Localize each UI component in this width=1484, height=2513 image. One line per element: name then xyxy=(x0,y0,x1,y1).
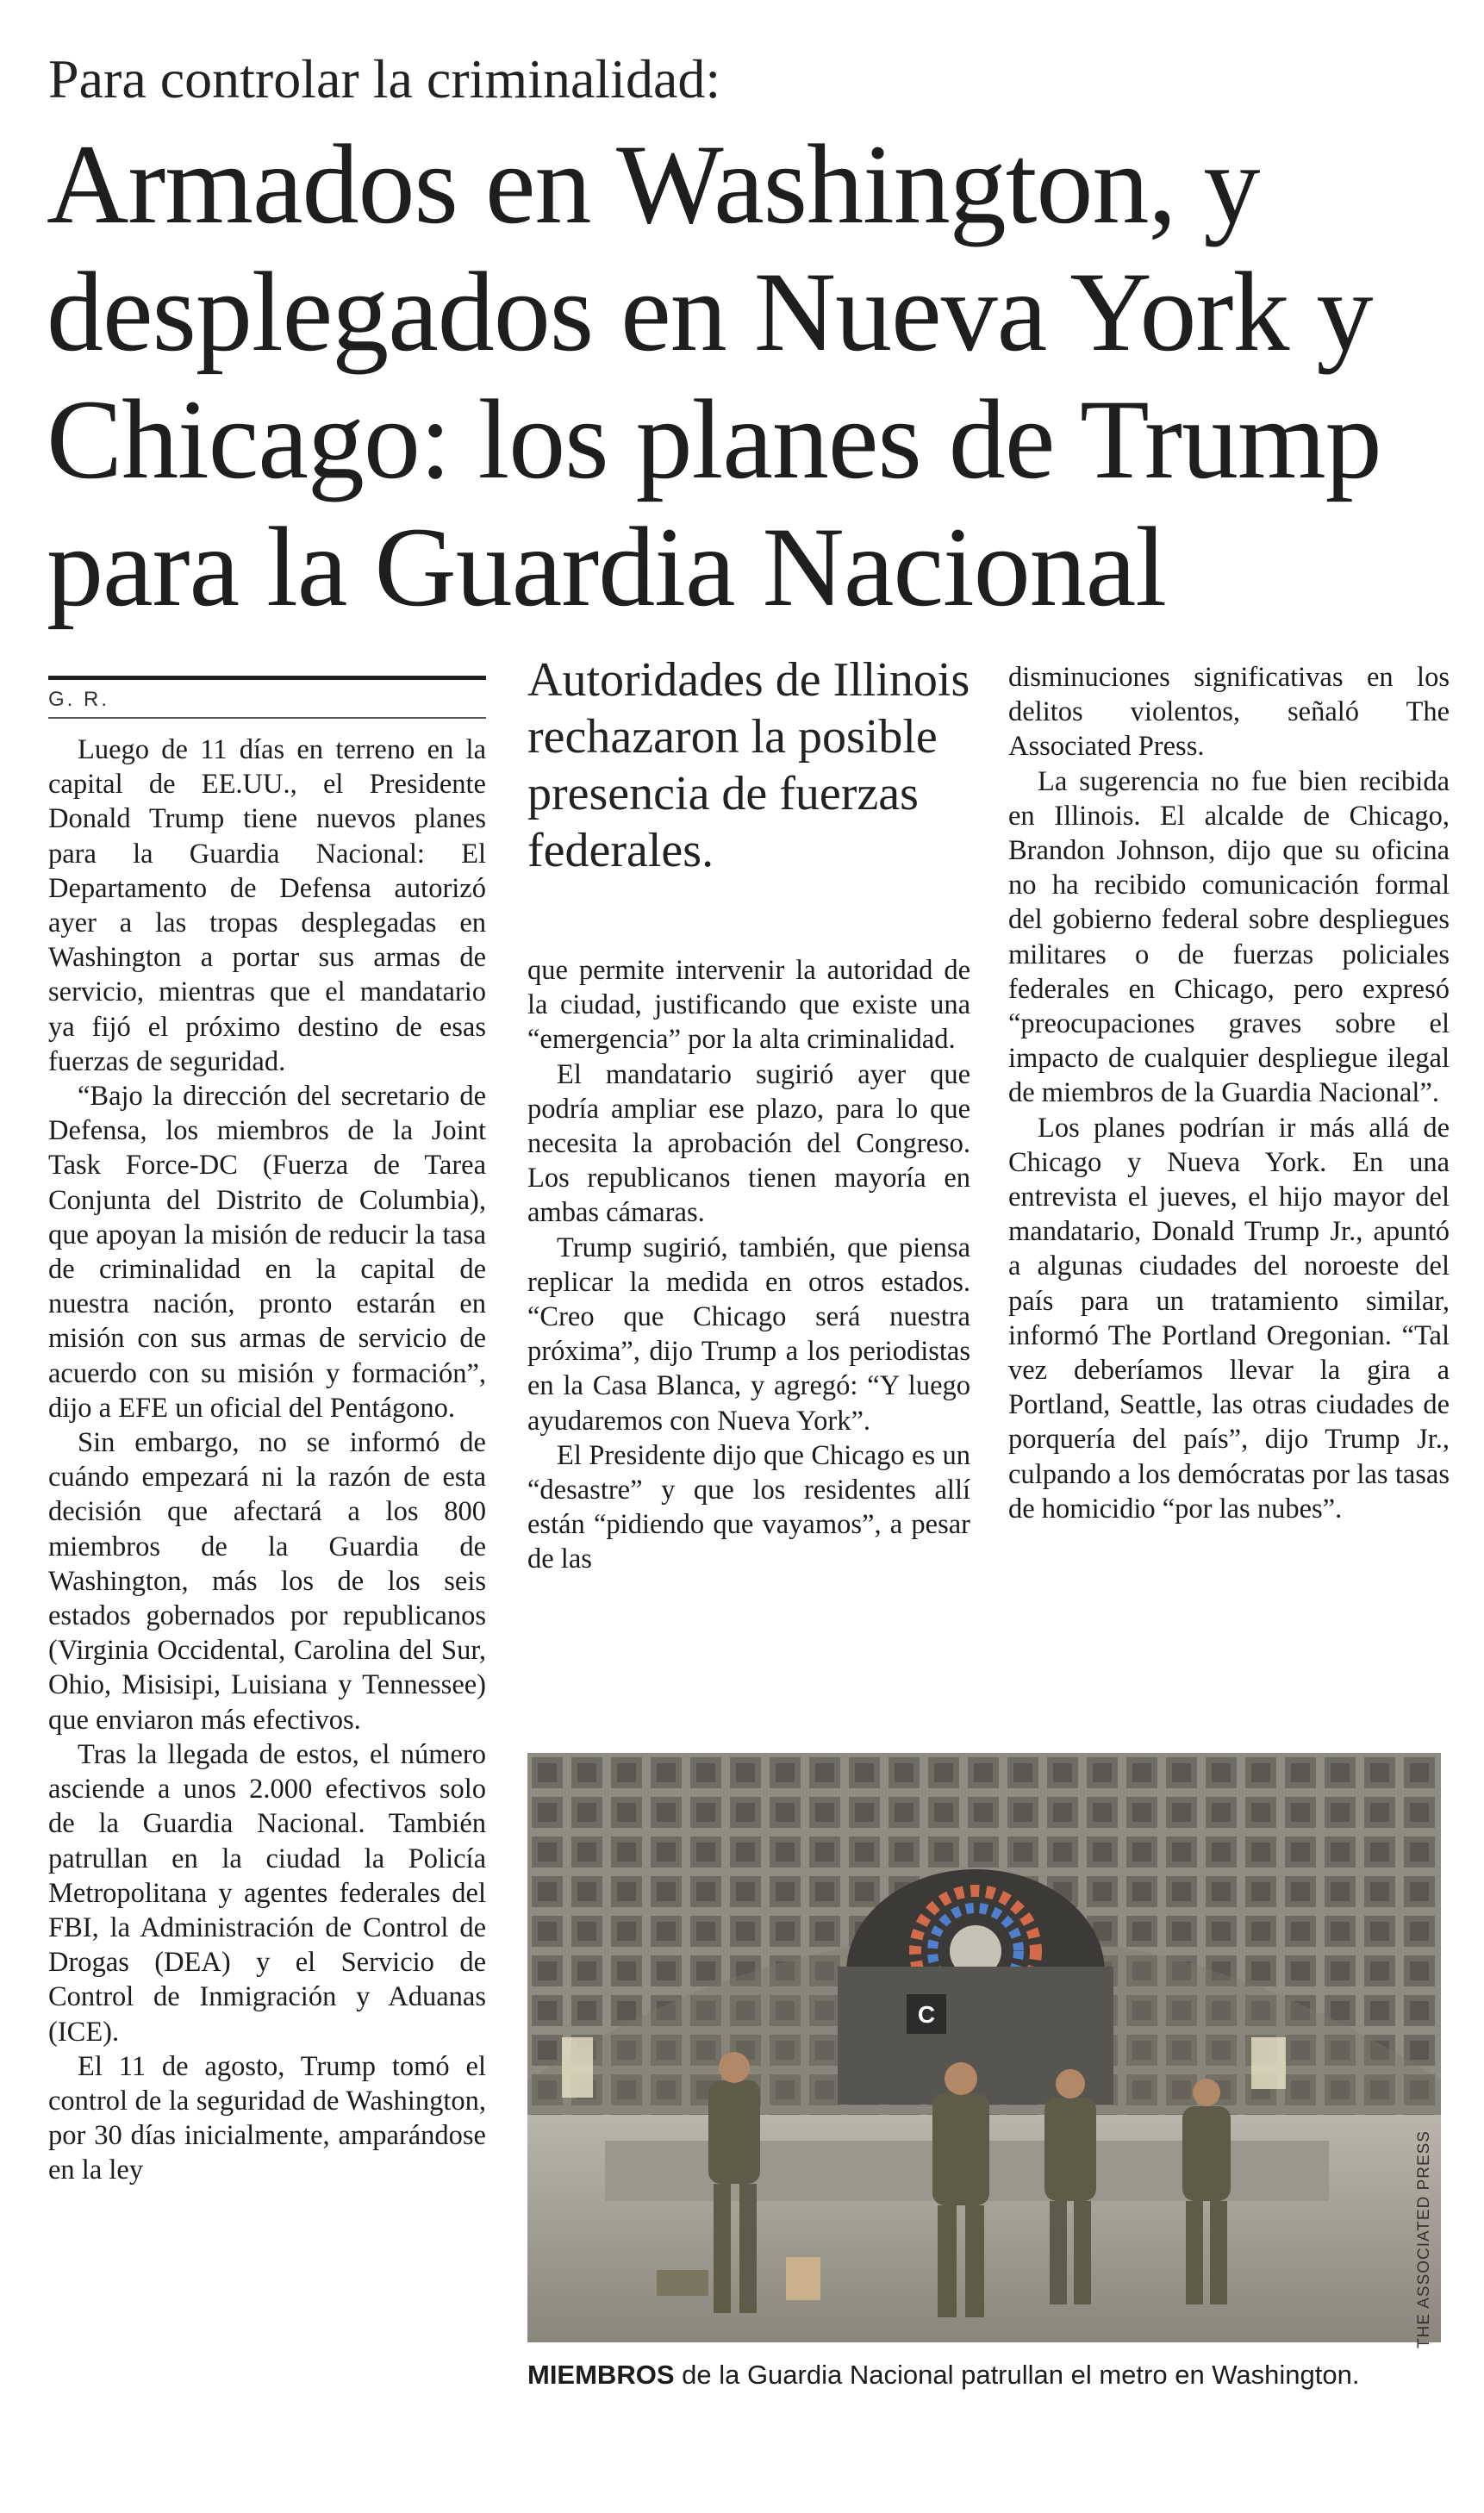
byline: G. R. xyxy=(48,688,110,711)
byline-divider xyxy=(48,717,486,719)
pull-quote: Autoridades de Illinois rechazaron la posible presencia de fuerzas federales. xyxy=(527,653,970,877)
paragraph: que permite intervenir la autoridad de la ciudad, justificando que existe una “emergencia” por la alta criminalidad. xyxy=(527,955,970,1056)
paragraph: El 11 de agosto, Trump tomó el control de la seguridad de Washington, por 30 días inicialmente, amparándose en la ley xyxy=(48,2050,486,2186)
article-column-3 xyxy=(1008,660,1450,1526)
paragraph: La sugerencia no fue bien recibida en Illinois. El alcalde de Chicago, Brandon Johnson, dijo que su oficina no ha recibido comunicación formal del gobierno federal sobre despliegues militares o de fuerzas policiales federales en Chicago, pero expresó “preocupaciones graves sobre el impacto de cualquier despliegue ilegal de miembros de la Guardia Nacional”. xyxy=(1008,765,1450,1109)
metro-station-illustration xyxy=(527,1753,1441,2342)
paragraph: Trump sugirió, también, que piensa replicar la medida en otros estados. “Creo que Chicago será nuestra próxima”, dijo Trump a los periodistas en la Casa Blanca, y agregó: “Y luego ayudaremos con Nueva York”. xyxy=(527,1232,970,1437)
byline-rule xyxy=(48,676,486,680)
caption-lead: MIEMBROS xyxy=(527,2360,675,2390)
news-photo xyxy=(527,1753,1441,2342)
paragraph: El mandatario sugirió ayer que podría ampliar ese plazo, para lo que necesita la aprobación del Congreso. Los republicanos tienen mayoría en ambas cámaras. xyxy=(527,1058,970,1229)
article-column-2 xyxy=(527,953,970,1577)
photo-caption xyxy=(527,2360,1450,2391)
paragraph: El Presidente dijo que Chicago es un “desastre” y que los residentes allí están “pidiendo que vayamos”, a pesar de las xyxy=(527,1439,970,1575)
kicker: Para controlar la criminalidad: xyxy=(48,48,721,109)
paragraph: Los planes podrían ir más allá de Chicago y Nueva York. En una entrevista el jueves, el hijo mayor del mandatario, Donald Trump Jr., apuntó a algunas ciudades del noroeste del país para un tratamiento similar, informó The Portland Oregonian. “Tal vez deberíamos llevar la gira a Portland, Seattle, las otras ciudades de porquería del país”, dijo Trump Jr., culpando a los demócratas por las tasas de homicidio “por las nubes”. xyxy=(1008,1112,1450,1525)
paragraph: Tras la llegada de estos, el número asciende a unos 2.000 efectivos solo de la Guardia Nacional. También patrullan en la ciudad la Policía Metropolitana y agentes federales del FBI, la Administración de Control de Drogas (DEA) y el Servicio de Control de Inmigración y Aduanas (ICE). xyxy=(48,1738,486,2048)
photo-credit: THE ASSOCIATED PRESS xyxy=(1415,2130,1433,2348)
paragraph: “Bajo la dirección del secretario de Defensa, los miembros de la Joint Task Force-DC (Fuerza de Tarea Conjunta del Distrito de Columbia), que apoyan la misión de reducir la tasa de criminalidad en la capital de nuestra nación, pronto estarán en misión con sus armas de servicio de acuerdo con su misión y formación”, dijo a EFE un oficial del Pentágono. xyxy=(48,1081,486,1424)
caption-text: de la Guardia Nacional patrullan el metro en Washington. xyxy=(674,2360,1360,2390)
station-sign: C xyxy=(917,2001,936,2028)
paragraph: Luego de 11 días en terreno en la capital de EE.UU., el Presidente Donald Trump tiene nuevos planes para la Guardia Nacional: El Departamento de Defensa autorizó ayer a las tropas desplegadas en Washington a portar sus armas de servicio, mientras que el mandatario ya fijó el próximo destino de esas fuerzas de seguridad. xyxy=(48,734,486,1077)
paragraph: Sin embargo, no se informó de cuándo empezará ni la razón de esta decisión que afectará a los 800 miembros de la Guardia de Washington, más los de los seis estados gobernados por republicanos (Virginia Occidental, Carolina del Sur, Ohio, Misisipi, Luisiana y Tennessee) que enviaron más efectivos. xyxy=(48,1427,486,1736)
headline: Armados en Washington, y desplegados en Nueva York y Chicago: los planes de Trump para la Guardia Nacional xyxy=(47,121,1381,630)
paragraph: disminuciones significativas en los delitos violentos, señaló The Associated Press. xyxy=(1008,662,1450,763)
article-column-1 xyxy=(48,733,486,2188)
